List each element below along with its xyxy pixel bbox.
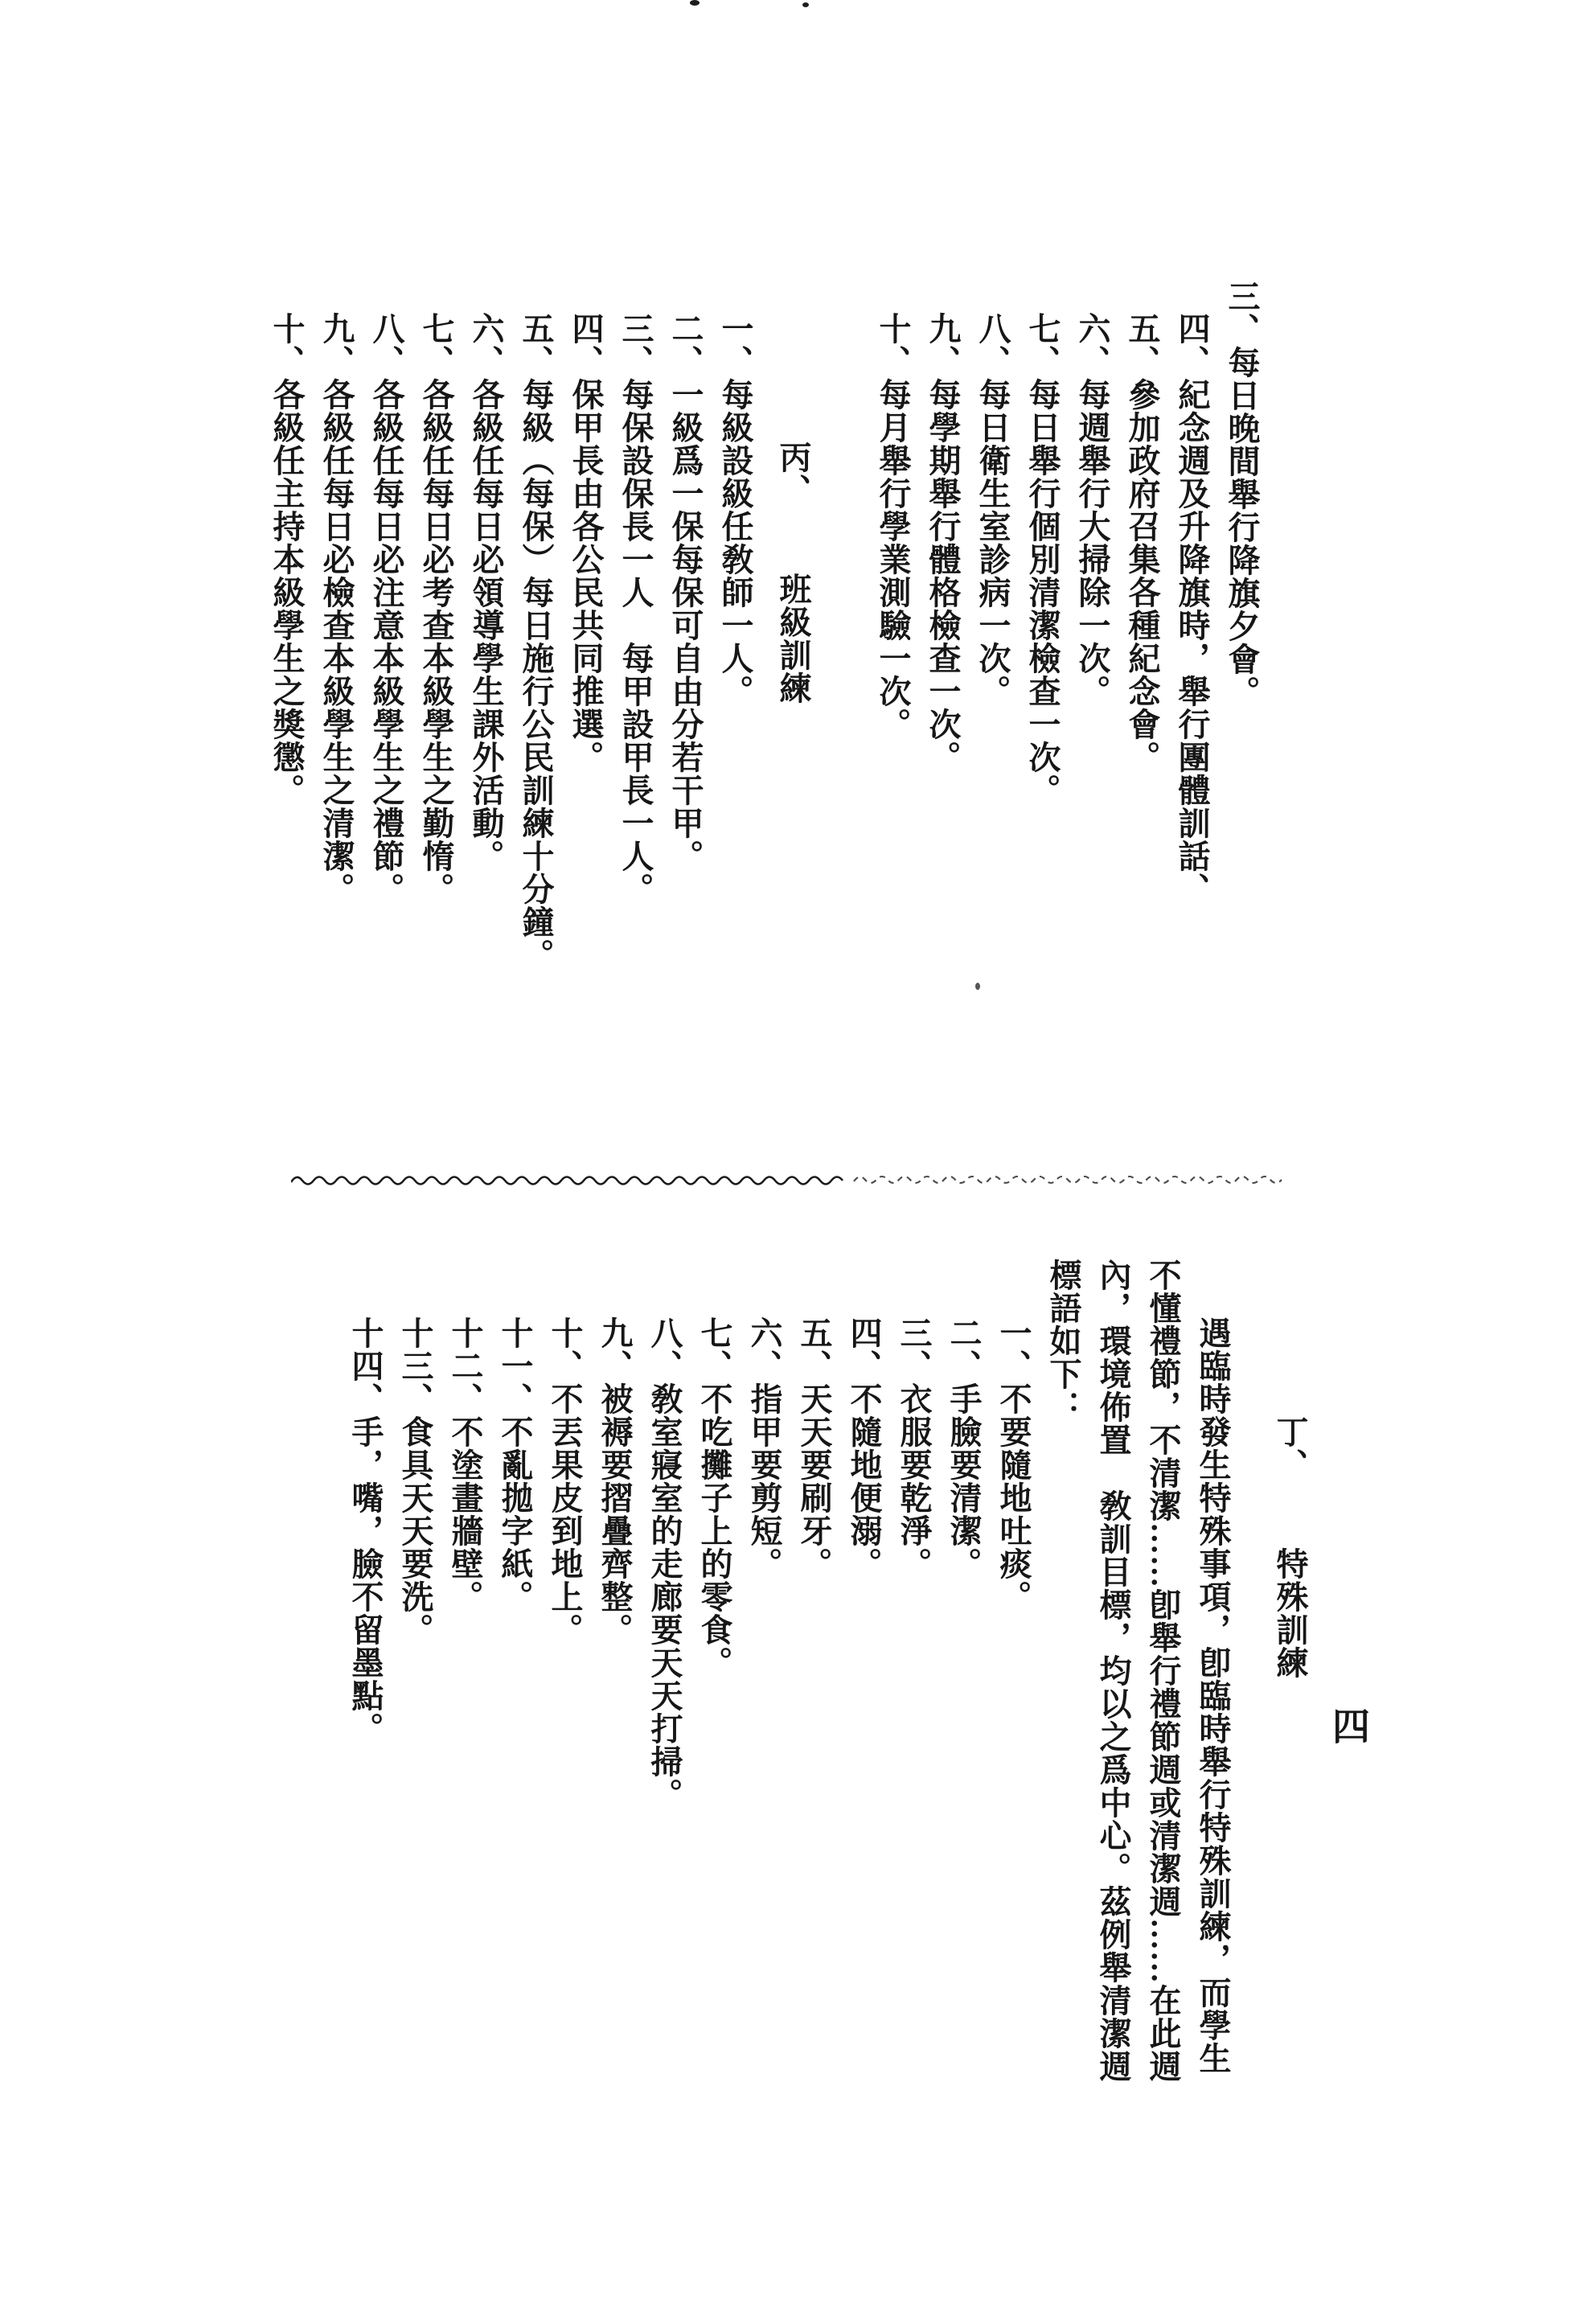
section-d-heading	[1265, 1259, 1315, 2079]
paragraph-line: 不懂禮節，不清潔……卽舉行禮節週或清潔週……在此週	[1145, 1259, 1181, 2083]
slogan-item: 十一、不亂拋字紙。	[497, 1316, 533, 1613]
slogan-item: 三、衣服要乾淨。	[896, 1316, 932, 1580]
slogan-item: 一、不要隨地吐痰。	[995, 1316, 1032, 1613]
list-item: 五、參加政府召集各種紀念會。	[1124, 312, 1160, 774]
list-item: 一、每級設級任敎師一人。	[717, 312, 753, 708]
paragraph-line: 遇臨時發生特殊事項，卽臨時舉行特殊訓練，而學生	[1195, 1316, 1231, 2075]
list-item: 二、一級爲一保每保可自由分若干甲。	[667, 312, 704, 873]
slogan-item: 四、不隨地便溺。	[846, 1316, 882, 1580]
list-item: 四、紀念週及升降旗時，舉行團體訓話、	[1174, 312, 1210, 905]
section-letter: 丙、	[775, 441, 811, 507]
section-title: 班級訓練	[775, 573, 811, 704]
scan-noise-speck	[802, 2, 809, 7]
list-item: 七、各級任每日必考查本級學生之勤惰。	[418, 312, 454, 905]
slogan-item: 十二、不塗畫牆壁。	[447, 1316, 483, 1613]
list-item: 三、每保設保長一人 每甲設甲長一人。	[617, 312, 654, 905]
list-item: 九、各級任每日必檢查本級學生之清潔。	[318, 312, 355, 905]
list-item: 九、每學期舉行體格檢查一次。	[925, 312, 961, 774]
list-item: 六、各級任每日必領導學生課外活動。	[468, 312, 504, 873]
slogan-item: 十、不丟果皮到地上。	[547, 1316, 583, 1646]
list-item: 三、每日晚間舉行降旗夕會。	[1224, 280, 1260, 708]
list-item: 六、每週舉行大掃除一次。	[1074, 312, 1110, 708]
scan-noise-speck	[690, 0, 700, 6]
slogan-item: 十四、手，嘴，臉不留墨點。	[347, 1316, 384, 1745]
section-letter: 丁、	[1272, 1415, 1308, 1481]
slogan-item: 七、不吃攤子上的零食。	[696, 1316, 732, 1679]
page-number: 四	[1327, 1706, 1368, 1744]
list-item: 十、各級任主持本級學生之獎懲。	[269, 312, 305, 807]
list-item: 五、每級（每保）每日施行公民訓練十分鐘。	[518, 312, 554, 971]
slogan-item: 十三、食具天天要洗。	[397, 1316, 433, 1646]
section-divider	[291, 1169, 1296, 1190]
list-item: 四、保甲長由各公民共同推選。	[568, 312, 604, 774]
list-item: 七、每日舉行個別清潔檢查一次。	[1024, 312, 1061, 807]
list-item: 十、每月舉行學業測驗一次。	[875, 312, 911, 741]
list-item: 八、每日衛生室診病一次。	[974, 312, 1011, 708]
section-d-block	[340, 1259, 1315, 2083]
slogan-item: 二、手臉要清潔。	[946, 1316, 982, 1580]
slogan-item: 五、天天要刷牙。	[796, 1316, 832, 1580]
paragraph-line: 內，環境佈置 敎訓目標，均以之爲中心。茲例舉清潔週	[1095, 1259, 1131, 2083]
slogan-item: 八、敎室寢室的走廊要天天打掃。	[646, 1316, 683, 1811]
section-c-block	[261, 280, 1266, 1004]
paragraph-line: 標語如下：	[1045, 1259, 1081, 1423]
section-title: 特殊訓練	[1272, 1547, 1308, 1679]
slogan-item: 九、被褥要摺疊齊整。	[597, 1316, 633, 1646]
scan-noise-speck	[975, 983, 980, 990]
slogan-item: 六、指甲要剪短。	[746, 1316, 782, 1580]
list-item: 八、各級任每日必注意本級學生之禮節。	[368, 312, 404, 905]
section-c-heading	[768, 280, 818, 1004]
